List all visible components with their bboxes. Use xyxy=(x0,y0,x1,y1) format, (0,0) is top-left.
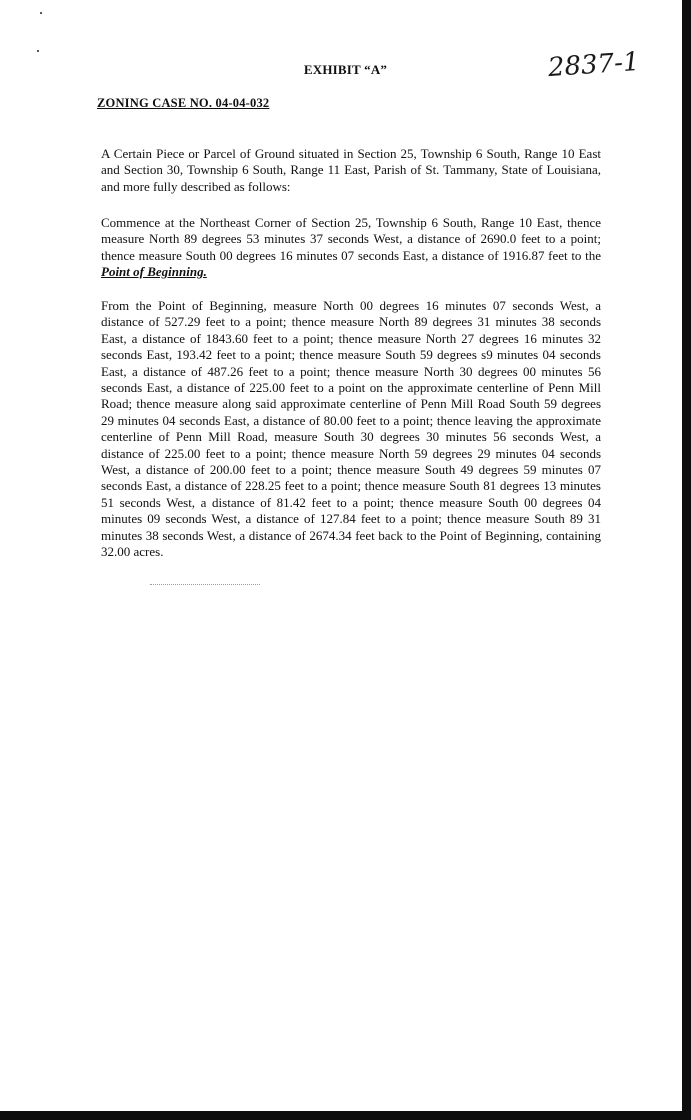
commencement-paragraph xyxy=(101,215,601,281)
scan-speck xyxy=(37,50,39,52)
scan-border-right xyxy=(682,0,691,1120)
commencement-text: Commence at the Northeast Corner of Section 25, Township 6 South, Range 10 East, thence measure North 89 degrees 53 minutes 37 seconds West, a distance of 2690.0 feet to a point; thence measure South 00 degrees 16 minutes 07 seconds East, a distance of 1916.87 feet to the xyxy=(101,215,601,263)
scan-speck xyxy=(40,12,42,14)
handwritten-reference-number: 2837-1 xyxy=(547,46,641,84)
scan-border-bottom xyxy=(0,1111,691,1120)
parcel-location-paragraph: A Certain Piece or Parcel of Ground situated in Section 25, Township 6 South, Range 10 East and Section 30, Township 6 South, Range 11 East, Parish of St. Tammany, State of Louisiana, and more fully described as follows: xyxy=(101,146,601,194)
point-of-beginning-emphasis: Point of Beginning. xyxy=(101,264,207,280)
scan-smudge xyxy=(150,584,260,586)
document-title: EXHIBIT “A” xyxy=(303,62,388,77)
zoning-case-number: ZONING CASE NO. 04-04-032 xyxy=(97,96,270,110)
boundary-description-paragraph: From the Point of Beginning, measure North 00 degrees 16 minutes 07 seconds West, a distance of 527.29 feet to a point; thence measure North 89 degrees 31 minutes 38 seconds East, a distance of 1843.60 feet to a point; thence measure North 27 degrees 16 minutes 32 seconds East, 193.42 feet to a point; thence measure South 59 degrees s9 minutes 04 seconds East, a distance of 487.26 feet to a point; thence measure North 30 degrees 00 minutes 56 seconds East, a distance of 225.00 feet to a point on the approximate centerline of Penn Mill Road; thence measure along said approximate centerline of Penn Mill Road South 59 degrees 29 minutes 04 seconds East, a distance of 80.00 feet to a point; thence leaving the approximate centerline of Penn Mill Road, measure South 30 degrees 30 minutes 56 seconds West, a distance of 225.00 feet to a point; thence measure North 59 degrees 29 minutes 04 seconds West, a distance of 200.00 feet to a point; thence measure South 49 degrees 59 minutes 07 seconds East, a distance of 228.25 feet to a point; thence measure South 81 degrees 13 minutes 51 seconds West, a distance of 81.42 feet to a point; thence measure South 00 degrees 04 minutes 09 seconds West, a distance of 127.84 feet to a point; thence measure South 89 31 minutes 38 seconds West, a distance of 2674.34 feet back to the Point of Beginning, containing 32.00 acres. xyxy=(101,298,601,560)
